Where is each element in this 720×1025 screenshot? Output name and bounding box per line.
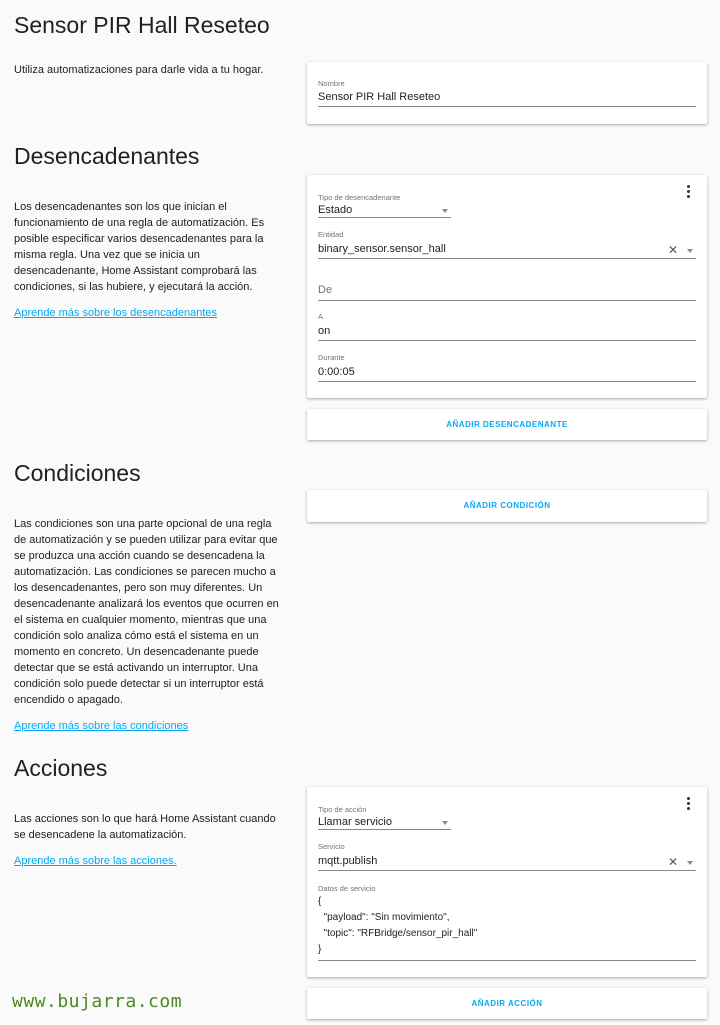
entity-field[interactable]	[318, 230, 696, 259]
conditions-description: Las condiciones son una parte opcional de una regla de automatización y se pueden utilizar para evitar que se produzca una acción cuando se desencadena la automatización. Las condiciones se parecen mucho a los desencadenantes, pero son muy diferentes. Un desencadenante analizará los eventos que ocurren en el sistema en cualquier momento, mientras que una condición solo analiza cómo está el sistema en un momento en concreto. Un desencadenante puede detectar que se está activando un interruptor. Una condición solo puede detectar si un interruptor está encendido o apagado.	[14, 518, 279, 706]
action-type-label: Tipo de acción	[318, 805, 367, 814]
name-card	[307, 62, 707, 124]
service-field[interactable]	[318, 842, 696, 871]
conditions-learn-more-link[interactable]: Aprende más sobre las condiciones	[14, 720, 189, 732]
actions-title: Acciones	[14, 755, 108, 781]
page-title: Sensor PIR Hall Reseteo	[14, 12, 270, 38]
for-value[interactable]: 0:00:05	[318, 366, 355, 378]
kebab-menu-icon[interactable]	[683, 184, 693, 200]
to-value[interactable]: on	[318, 325, 331, 337]
service-data-textarea[interactable]: { "payload": "Sin movimiento", "topic": "RFBridge/sensor_pir_hall" }	[318, 896, 478, 955]
dropdown-arrow-icon[interactable]	[687, 249, 693, 253]
to-field[interactable]	[318, 312, 696, 341]
from-placeholder: De	[318, 284, 333, 296]
to-label: A	[318, 312, 324, 321]
intro-text: Utiliza automatizaciones para darle vida a tu hogar.	[14, 64, 264, 76]
action-type-select[interactable]	[318, 805, 451, 830]
trigger-type-label: Tipo de desencadenante	[318, 193, 401, 202]
add-condition-button[interactable]: AÑADIR CONDICIÓN	[307, 490, 707, 522]
action-card	[307, 787, 707, 977]
triggers-description: Los desencadenantes son los que inician el funcionamiento de una regla de automatización. Es posible especificar varios desencadenantes para la misma regla. Una vez que se inicia un desencadenante, Home Assistant comprobará las condiciones, si las hubiere, y ejecutará la acción.	[14, 201, 265, 293]
triggers-learn-more-link[interactable]: Aprende más sobre los desencadenantes	[14, 307, 218, 319]
service-value[interactable]: mqtt.publish	[318, 855, 378, 867]
trigger-type-select[interactable]	[318, 193, 451, 218]
triggers-title: Desencadenantes	[14, 143, 200, 169]
action-type-value: Llamar servicio	[318, 816, 392, 828]
name-field-underline	[318, 106, 696, 107]
service-data-label: Datos de servicio	[318, 884, 376, 893]
name-field-value[interactable]: Sensor PIR Hall Reseteo	[318, 91, 441, 103]
for-field[interactable]	[318, 353, 696, 382]
actions-learn-more-link[interactable]: Aprende más sobre las acciones.	[14, 855, 177, 867]
service-label: Servicio	[318, 842, 345, 851]
add-trigger-button[interactable]: AÑADIR DESENCADENANTE	[307, 409, 707, 440]
entity-label: Entidad	[318, 230, 344, 239]
for-label: Durante	[318, 353, 345, 362]
actions-description: Las acciones son lo que hará Home Assistant cuando se desencadene la automatización.	[14, 813, 276, 841]
kebab-menu-icon[interactable]	[683, 796, 693, 812]
dropdown-arrow-icon[interactable]	[442, 209, 448, 213]
watermark: www.bujarra.com	[12, 991, 183, 1012]
clear-icon[interactable]: ✕	[667, 243, 678, 257]
name-field-label: Nombre	[318, 79, 345, 88]
name-field[interactable]	[318, 79, 696, 107]
from-field[interactable]	[318, 280, 696, 301]
service-data-field[interactable]	[318, 884, 696, 961]
trigger-type-value: Estado	[318, 204, 353, 216]
dropdown-arrow-icon[interactable]	[442, 821, 448, 825]
add-action-button[interactable]: AÑADIR ACCIÓN	[307, 988, 707, 1019]
dropdown-arrow-icon[interactable]	[687, 861, 693, 865]
clear-icon[interactable]: ✕	[667, 855, 678, 869]
trigger-card	[307, 175, 707, 398]
conditions-title: Condiciones	[14, 460, 141, 486]
entity-value[interactable]: binary_sensor.sensor_hall	[318, 243, 446, 255]
